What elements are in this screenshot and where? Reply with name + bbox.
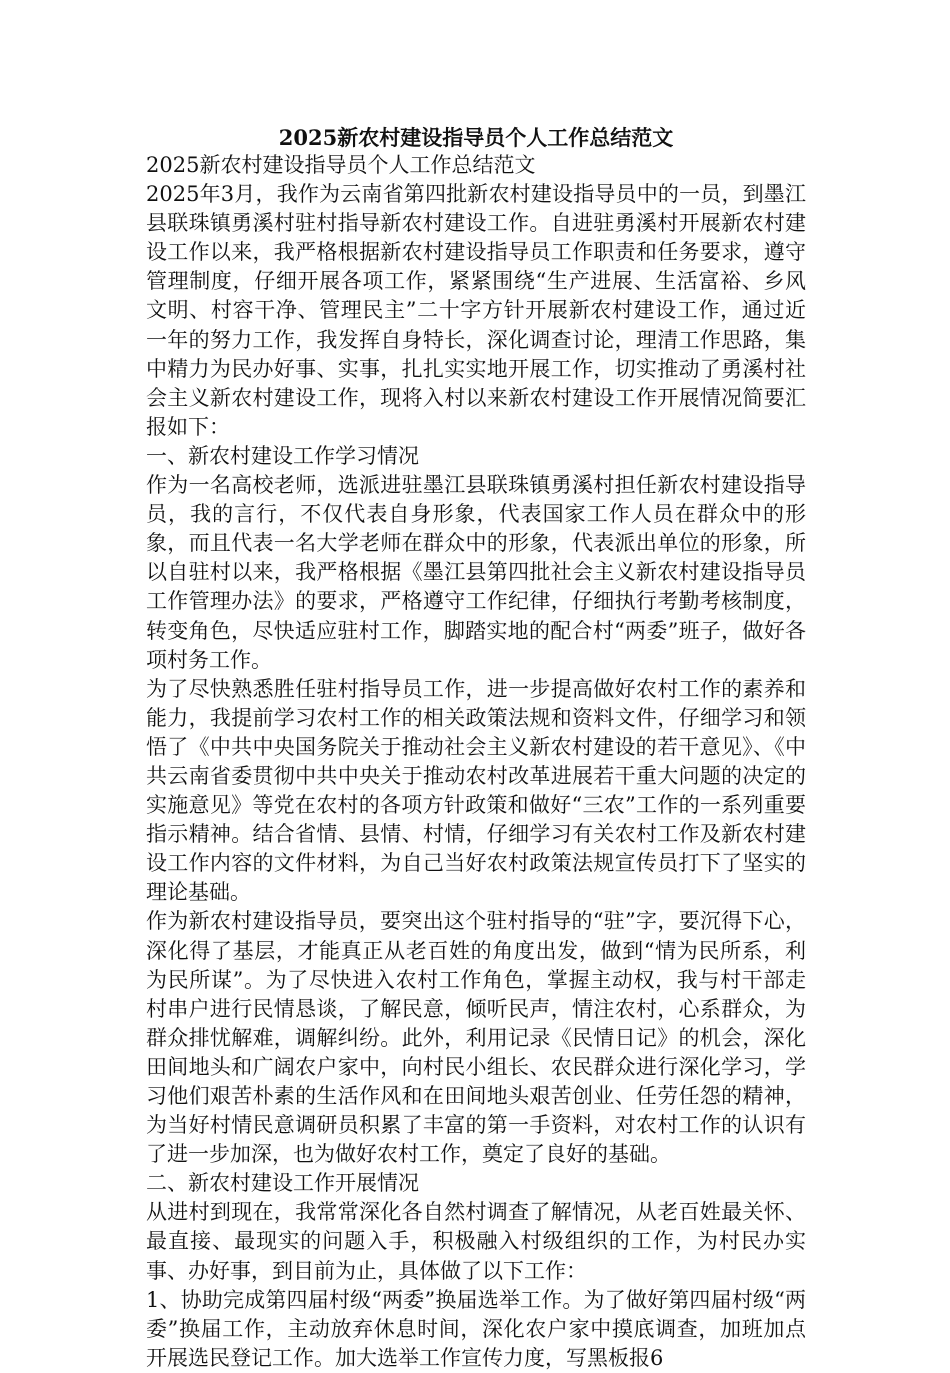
list-item-paragraph: 1、协助完成第四届村级“两委”换届选举工作。为了做好第四届村级“两委”换届工作，主动放弃休息时间，深化农户家中摸底调查，加班加点开展选民登记工作。加大选举工作宣传力度，写黑板报6 — [146, 1287, 806, 1370]
body-paragraph: 从进村到现在，我常常深化各自然村调查了解情况，从老百姓最关怀、最直接、最现实的问题入手，积极融入村级组织的工作，为村民办实事、办好事，到目前为止，具体做了以下工作： — [146, 1200, 806, 1283]
body-paragraph: 为了尽快熟悉胜任驻村指导员工作，进一步提高做好农村工作的素养和能力，我提前学习农村工作的相关政策法规和资料文件，仔细学习和领悟了《中共中央国务院关于推动社会主义新农村建设的若干意见》、《中共云南省委贯彻中共中央关于推动农村改革进展若干重大问题的决定的实施意见》等党在农村的各项方针政策和做好“三农”工作的一系列重要指示精神。结合省情、县情、村情，仔细学习有关农村工作及新农村建设工作内容的文件材料，为自己当好农村政策法规宣传员打下了坚实的理论基础。 — [146, 676, 806, 905]
section-heading-2: 二、新农村建设工作开展情况 — [146, 1171, 419, 1196]
document-title: 2025新农村建设指导员个人工作总结范文 — [278, 125, 674, 150]
subtitle-paragraph: 2025新农村建设指导员个人工作总结范文 — [146, 153, 536, 177]
section-heading-1: 一、新农村建设工作学习情况 — [146, 443, 419, 468]
body-paragraph: 作为新农村建设指导员，要突出这个驻村指导的“驻”字，要沉得下心，深化得了基层，才能真正从老百姓的角度出发，做到“情为民所系，利为民所谋”。为了尽快进入农村工作角色，掌握主动权，我与村干部走村串户进行民情恳谈，了解民意，倾听民声，情注农村，心系群众，为群众排忧解难，调解纠纷。此外，利用记录《民情日记》的机会，深化田间地头和广阔农户家中，向村民小组长、农民群众进行深化学习，学习他们艰苦朴素的生活作风和在田间地头艰苦创业、任劳任怨的精神，为当好村情民意调研员积累了丰富的第一手资料，对农村工作的认识有了进一步加深，也为做好农村工作，奠定了良好的基础。 — [146, 909, 806, 1167]
intro-paragraph: 2025年3月，我作为云南省第四批新农村建设指导员中的一员，到墨江县联珠镇勇溪村驻村指导新农村建设工作。自进驻勇溪村开展新农村建设工作以来，我严格根据新农村建设指导员工作职责和任务要求，遵守管理制度，仔细开展各项工作，紧紧围绕“生产进展、生活富裕、乡风文明、村容干净、管理民主”二十字方针开展新农村建设工作，通过近一年的努力工作，我发挥自身特长，深化调查讨论，理清工作思路，集中精力为民办好事、实事，扎扎实实地开展工作，切实推动了勇溪村社会主义新农村建设工作，现将入村以来新农村建设工作开展情况简要汇报如下： — [146, 182, 806, 439]
body-paragraph: 作为一名高校老师，选派进驻墨江县联珠镇勇溪村担任新农村建设指导员，我的言行，不仅代表自身形象，代表国家工作人员在群众中的形象，而且代表一名大学老师在群众中的形象，代表派出单位的形象，所以自驻村以来，我严格根据《墨江县第四批社会主义新农村建设指导员工作管理办法》的要求，严格遵守工作纪律，仔细执行考勤考核制度，转变角色，尽快适应驻村工作，脚踏实地的配合村“两委”班子，做好各项村务工作。 — [146, 473, 806, 672]
document-page — [146, 124, 806, 1373]
